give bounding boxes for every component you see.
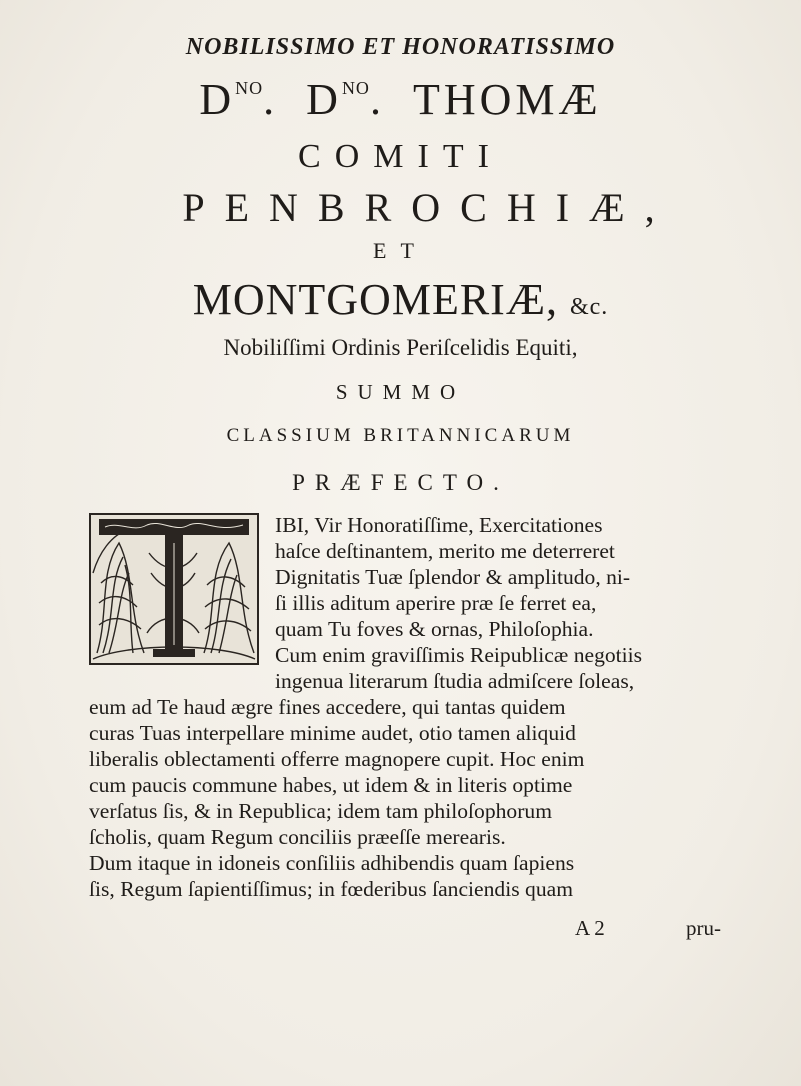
body-line-7: ingenua literarum ſtudia admiſcere ſoleas, [275, 669, 635, 693]
montgomeriae-name: MONTGOMERIÆ, [192, 275, 558, 324]
classium-line: CLASSIUM BRITANNICARUM [226, 425, 575, 446]
thomae-name: THOMÆ [412, 75, 602, 124]
period-2: . [369, 75, 385, 124]
dedicatory-heading: NOBILISSIMO ET HONORATISSIMO [185, 34, 616, 60]
penbrochiae-line: PENBROCHIÆ, [182, 185, 675, 230]
body-line-6: Cum enim graviſſimis Reipublicæ negotiis [275, 643, 643, 667]
dominus-superscript-2: NO [341, 78, 370, 98]
body-line-15: ſis, Regum ſapientiſſimus; in fœderibus ſanciendis quam [89, 877, 573, 901]
comiti-line: COMITI [298, 138, 503, 175]
body-line-11: cum paucis commune habes, ut idem & in literis optime [89, 773, 573, 797]
dominus-abbrev-2: D [306, 75, 342, 124]
ornamental-initial-icon [89, 513, 259, 665]
et-line: ET [373, 238, 428, 263]
body-line-14: Dum itaque in idoneis conſiliis adhibendis quam ſapiens [89, 851, 575, 875]
praefecto-line: PRÆFECTO. [292, 470, 509, 495]
body-line-5: quam Tu foves & ornas, Philoſophia. [275, 617, 594, 641]
body-line-1: IBI, Vir Honoratiſſime, Exercitationes [275, 513, 603, 537]
body-line-8: eum ad Te haud ægre fines accedere, qui tantas quidem [89, 695, 566, 719]
body-line-9: curas Tuas interpellare minime audet, otio tamen aliquid [89, 721, 576, 745]
body-line-12: verſatus ſis, & in Republica; idem tam philoſophorum [89, 799, 553, 823]
dominus-abbrev-1: D [199, 75, 236, 124]
signature-mark: A 2 [575, 916, 605, 940]
body-line-4: ſi illis aditum aperire præ ſe ferret ea, [275, 591, 597, 615]
dominus-superscript-1: NO [235, 78, 264, 98]
body-line-2: haſce deſtinantem, merito me deterreret [275, 539, 615, 563]
order-line: Nobiliſſimi Ordinis Periſcelidis Equiti, [223, 335, 578, 360]
etc-abbrev: &c. [569, 294, 609, 320]
dedicatee-title [0, 74, 801, 125]
catchword: pru- [686, 916, 722, 940]
body-line-13: ſcholis, quam Regum conciliis præeſſe merearis. [89, 825, 506, 849]
body-line-3: Dignitatis Tuæ ſplendor & amplitudo, ni- [275, 565, 631, 589]
body-line-10: liberalis oblectamenti offerre magnopere cupit. Hoc enim [89, 747, 585, 771]
period-1: . [263, 75, 279, 124]
summo-line: SUMMO [335, 380, 466, 404]
page-footer [575, 916, 721, 941]
montgomeriae-line [0, 274, 801, 325]
